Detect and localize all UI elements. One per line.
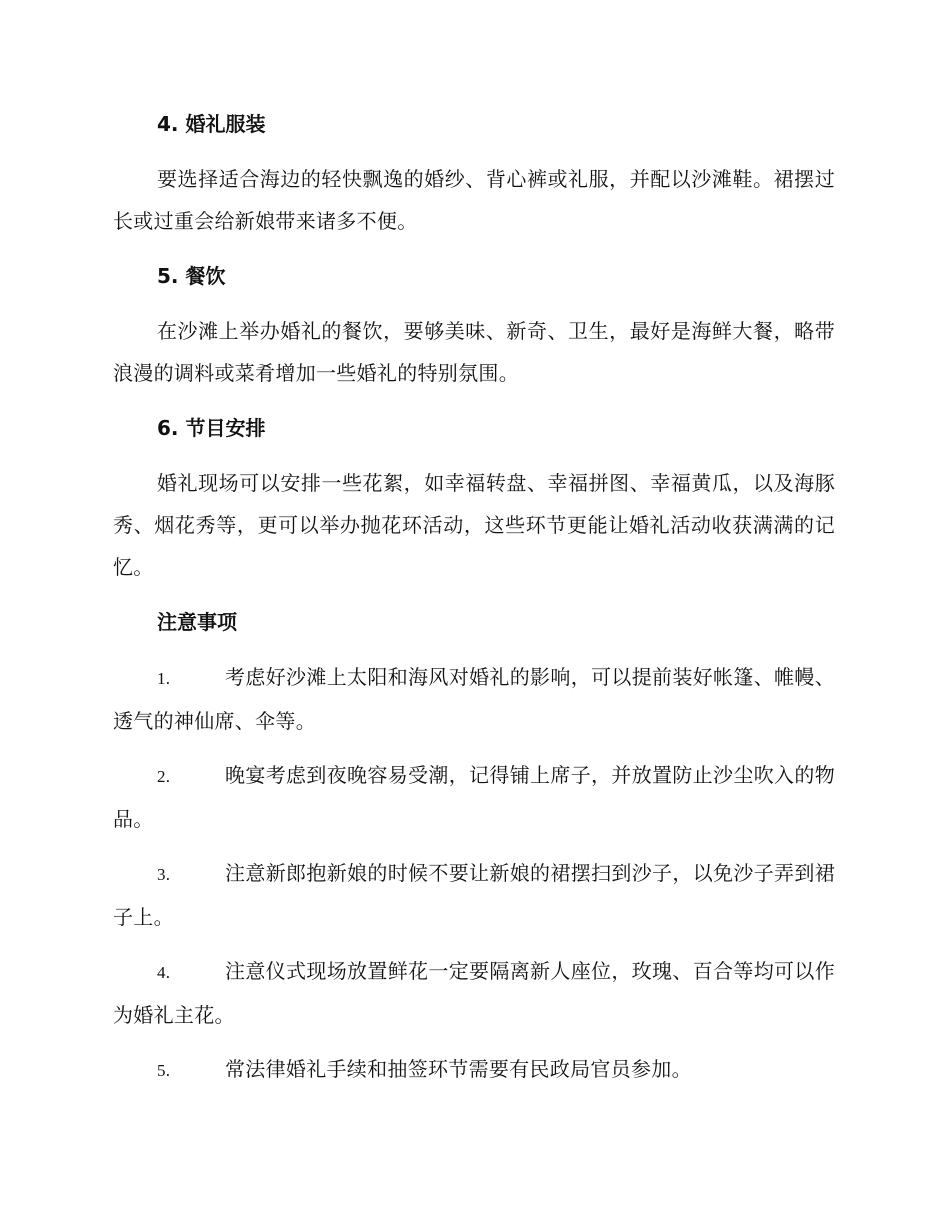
note-item — [113, 656, 835, 742]
note-item — [113, 754, 835, 840]
note-number: 4. — [157, 963, 171, 982]
note-number: 1. — [157, 669, 171, 688]
section-text-catering: 在沙滩上举办婚礼的餐饮，要够美味、新奇、卫生，最好是海鲜大餐，略带浪漫的调料或菜肴增加一些婚礼的特别氛围。 — [113, 319, 835, 385]
notes-heading: 注意事项 — [157, 610, 237, 634]
note-item — [113, 950, 835, 1036]
note-text: 常法律婚礼手续和抽签环节需要有民政局官员参加。 — [225, 1057, 692, 1081]
section-heading-attire: 4. 婚礼服装 — [157, 112, 266, 136]
note-item — [113, 852, 835, 938]
note-text: 考虑好沙滩上太阳和海风对婚礼的影响，可以提前装好帐篷、帷幔、透气的神仙席、伞等。 — [113, 665, 835, 733]
section-text-attire: 要选择适合海边的轻快飘逸的婚纱、背心裤或礼服，并配以沙滩鞋。裙摆过长或过重会给新娘带来诸多不便。 — [113, 167, 835, 233]
note-text: 晚宴考虑到夜晚容易受潮，记得铺上席子，并放置防止沙尘吹入的物品。 — [113, 763, 835, 831]
note-text: 注意新郎抱新娘的时候不要让新娘的裙摆扫到沙子，以免沙子弄到裙子上。 — [113, 861, 835, 929]
note-text: 注意仪式现场放置鲜花一定要隔离新人座位，玫瑰、百合等均可以作为婚礼主花。 — [113, 959, 835, 1027]
document-content — [113, 110, 835, 1104]
note-item — [113, 1048, 835, 1092]
note-number: 2. — [157, 767, 171, 786]
section-text-program: 婚礼现场可以安排一些花絮，如幸福转盘、幸福拼图、幸福黄瓜，以及海豚秀、烟花秀等，更可以举办抛花环活动，这些环节更能让婚礼活动收获满满的记忆。 — [113, 471, 835, 579]
section-heading-program: 6. 节目安排 — [157, 416, 266, 440]
note-number: 3. — [157, 865, 171, 884]
section-heading-catering: 5. 餐饮 — [157, 264, 226, 288]
note-number: 5. — [157, 1061, 171, 1080]
